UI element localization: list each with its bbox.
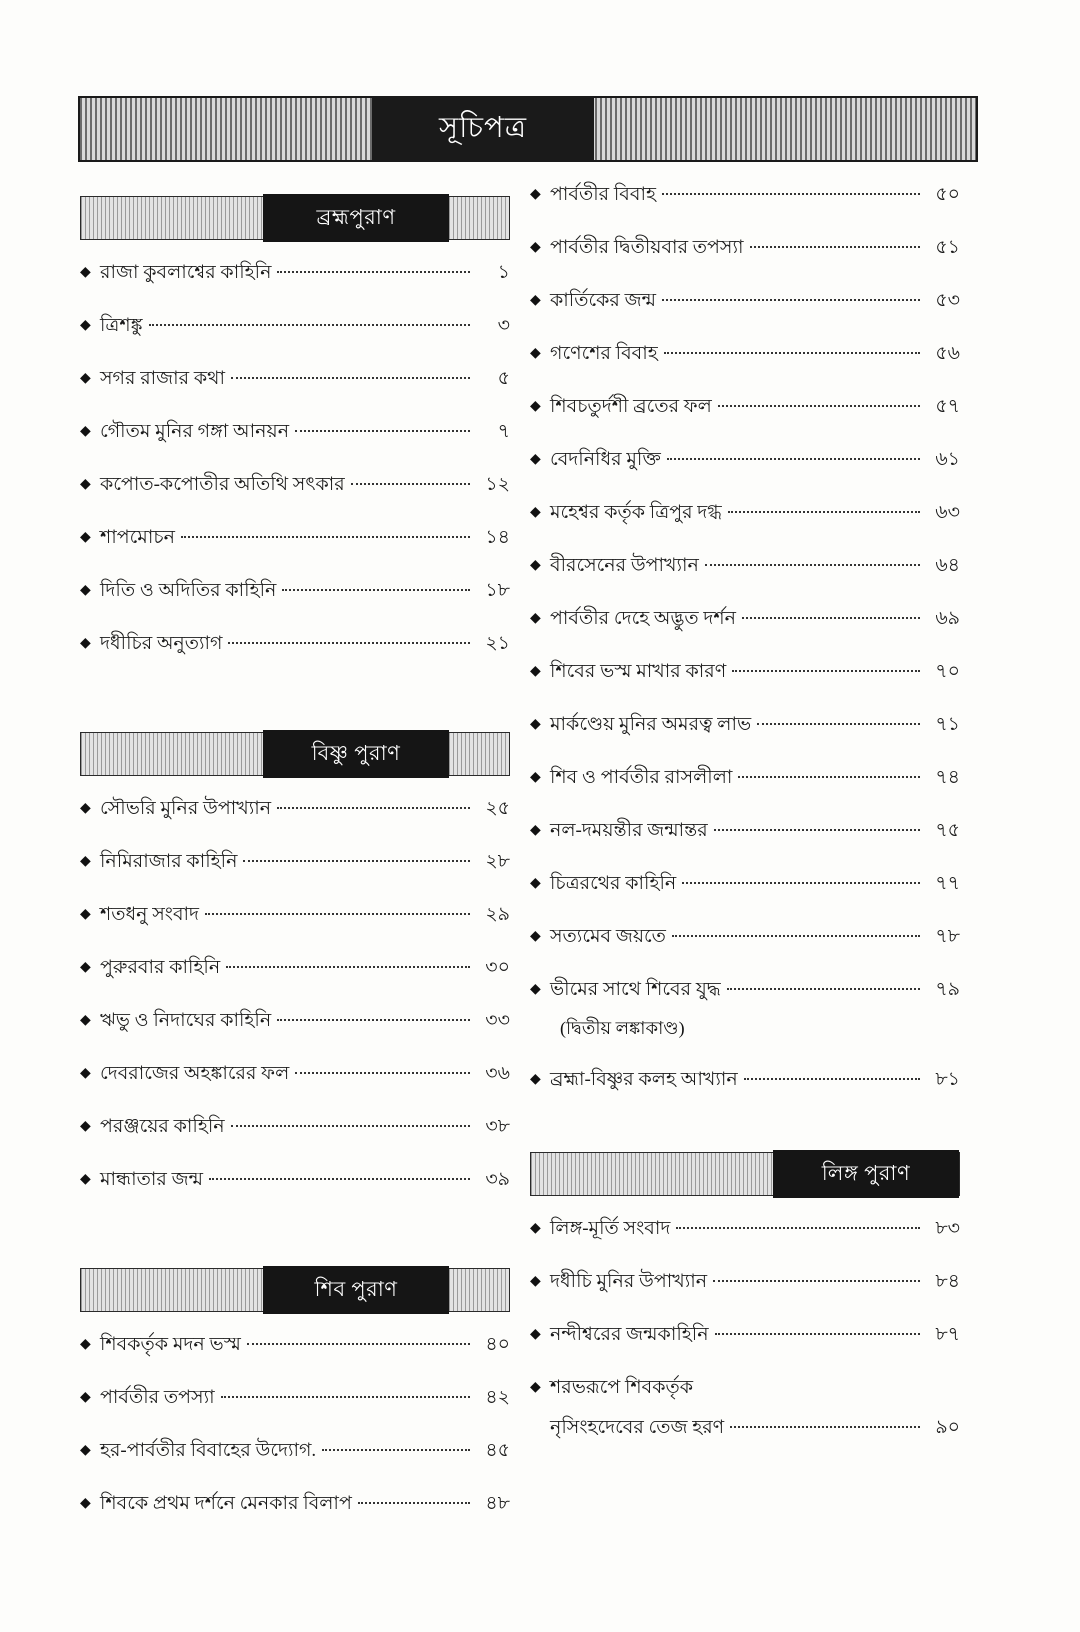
toc-entry[interactable] (80, 629, 510, 661)
toc-entry[interactable] (80, 364, 510, 396)
toc-entry-title: দধীচির অনুত্যাগ (100, 633, 223, 654)
toc-entry-title: পার্বতীর দ্বিতীয়বার তপস্যা (550, 237, 744, 258)
toc-entry[interactable] (80, 1059, 510, 1091)
toc-entry-page: ৬৯ (935, 608, 960, 629)
leader-dots (351, 483, 470, 485)
diamond-bullet-icon: ◆ (530, 770, 541, 785)
toc-entry-title: পার্বতীর তপস্যা (100, 1387, 215, 1408)
leader-dots (247, 1343, 470, 1345)
toc-entry[interactable] (530, 763, 960, 795)
diamond-bullet-icon: ◆ (80, 1119, 91, 1134)
toc-entry-page: ৭৪ (935, 767, 960, 788)
toc-entry[interactable] (80, 1006, 510, 1038)
leader-dots (221, 1396, 470, 1398)
diamond-bullet-icon: ◆ (80, 371, 91, 386)
toc-entry-title: দেবরাজের অহঙ্কারের ফল (100, 1063, 290, 1084)
toc-entry-page: ৫১ (935, 237, 960, 258)
toc-entry[interactable] (80, 953, 510, 985)
leader-dots (205, 913, 470, 915)
toc-entry[interactable] (530, 1267, 960, 1299)
toc-entry-title: সৌভরি মুনির উপাখ্যান (100, 798, 272, 819)
diamond-bullet-icon: ◆ (530, 1274, 541, 1289)
toc-entry-title: দধীচি মুনির উপাখ্যান (550, 1271, 708, 1292)
toc-entry[interactable] (80, 1330, 510, 1362)
toc-entry-subtitle: (দ্বিতীয় লঙ্কাকাণ্ড) (560, 1018, 685, 1038)
section-header-shivapurana (80, 1268, 510, 1312)
diamond-bullet-icon: ◆ (80, 265, 91, 280)
toc-entry[interactable] (530, 1214, 960, 1246)
section-title: লিঙ্গ পুরাণ (821, 1160, 911, 1185)
toc-entry-page: ৪০ (485, 1334, 510, 1355)
diamond-bullet-icon: ◆ (530, 505, 541, 520)
diamond-bullet-icon: ◆ (80, 1066, 91, 1081)
diamond-bullet-icon: ◆ (530, 876, 541, 891)
leader-dots (672, 935, 920, 937)
toc-entry-page: ৫৩ (935, 290, 960, 311)
diamond-bullet-icon: ◆ (80, 477, 91, 492)
diamond-bullet-icon: ◆ (530, 823, 541, 838)
toc-entry[interactable] (530, 286, 960, 318)
toc-entry-title: রাজা কুবলাশ্বের কাহিনি (100, 262, 272, 283)
toc-entry-title: মার্কণ্ডেয় মুনির অমরত্ব লাভ (550, 714, 752, 735)
section-header-lingapurana (530, 1152, 960, 1196)
diamond-bullet-icon: ◆ (530, 1072, 541, 1087)
leader-dots (713, 1280, 920, 1282)
toc-column-right (530, 180, 960, 1466)
toc-entry[interactable] (530, 392, 960, 424)
toc-entry-page: ৭৯ (935, 979, 960, 1000)
leader-dots (744, 1078, 920, 1080)
leader-dots (667, 458, 920, 460)
toc-entry-title: মহেশ্বর কর্তৃক ত্রিপুর দগ্ধ (550, 502, 722, 523)
toc-entry-page: ৬৩ (935, 502, 960, 523)
page-title-text: সূচিপত্র (438, 111, 528, 144)
toc-entry-page: ৭ (497, 421, 510, 442)
toc-entry[interactable] (530, 604, 960, 636)
toc-entry[interactable] (530, 1065, 960, 1097)
section-header-vishnupurana (80, 732, 510, 776)
toc-entry-page: ২৫ (485, 798, 510, 819)
leader-dots (718, 405, 920, 407)
toc-entry-title-line2: নৃসিংহদেবের তেজ হরণ (550, 1417, 725, 1438)
leader-dots (664, 352, 920, 354)
toc-entry-page: ৫৭ (935, 396, 960, 417)
toc-entry[interactable] (80, 900, 510, 932)
leader-dots (662, 193, 920, 195)
toc-entry[interactable] (80, 417, 510, 449)
column-divider (519, 180, 520, 1460)
toc-entry[interactable] (80, 311, 510, 343)
toc-entry[interactable] (80, 847, 510, 879)
leader-dots (243, 860, 470, 862)
toc-entry-title: গণেশের বিবাহ (550, 343, 658, 364)
diamond-bullet-icon: ◆ (530, 664, 541, 679)
diamond-bullet-icon: ◆ (80, 424, 91, 439)
toc-entry-page: ৪৫ (485, 1440, 510, 1461)
toc-entry-title: পরঞ্জয়ের কাহিনি (100, 1116, 225, 1137)
toc-entry-page: ২৯ (485, 904, 510, 925)
leader-dots (682, 882, 920, 884)
diamond-bullet-icon: ◆ (530, 717, 541, 732)
toc-entry[interactable] (80, 576, 510, 608)
diamond-bullet-icon: ◆ (530, 346, 541, 361)
diamond-bullet-icon: ◆ (80, 1172, 91, 1187)
toc-entry-title: চিত্ররথের কাহিনি (550, 873, 677, 894)
toc-entry-page: ৫০ (935, 184, 960, 205)
toc-entry-page: ৭৮ (935, 926, 960, 947)
toc-entry-page: ৮৪ (935, 1271, 960, 1292)
toc-entry[interactable] (530, 710, 960, 742)
toc-entry-title: সগর রাজার কথা (100, 368, 225, 389)
diamond-bullet-icon: ◆ (530, 452, 541, 467)
toc-entry-title: নল-দময়ন্তীর জন্মান্তর (550, 820, 708, 841)
leader-dots (209, 1178, 470, 1180)
diamond-bullet-icon: ◆ (530, 1327, 541, 1342)
leader-dots (149, 324, 470, 326)
leader-dots (277, 271, 470, 273)
toc-entry-page: ৩০ (485, 957, 510, 978)
diamond-bullet-icon: ◆ (80, 1496, 91, 1511)
leader-dots (277, 807, 470, 809)
toc-entry-title: পার্বতীর দেহে অদ্ভুত দর্শন (550, 608, 736, 629)
toc-entry-page: ৩৮ (485, 1116, 510, 1137)
section-title: শিব পুরাণ (314, 1276, 398, 1301)
toc-entry-page: ৭৫ (935, 820, 960, 841)
toc-entry-title: পুরুরবার কাহিনি (100, 957, 221, 978)
toc-entry[interactable] (530, 1373, 960, 1445)
section-title: ব্রহ্মপুরাণ (316, 204, 396, 229)
diamond-bullet-icon: ◆ (530, 1380, 541, 1395)
toc-entry-page: ৭১ (935, 714, 960, 735)
toc-entry-page: ৫৬ (935, 343, 960, 364)
toc-entry-title: শরভরূপে শিবকর্তৃক (550, 1377, 694, 1398)
leader-dots (358, 1502, 470, 1504)
toc-entry-title: নন্দীশ্বরের জন্মকাহিনি (550, 1324, 709, 1345)
toc-entry-page: ৩৩ (485, 1010, 510, 1031)
toc-entry-title: পার্বতীর বিবাহ (550, 184, 656, 205)
toc-entry[interactable] (530, 551, 960, 583)
toc-column-left (80, 180, 510, 1542)
toc-entry-page: ৮১ (935, 1069, 960, 1090)
toc-entry[interactable] (530, 1320, 960, 1352)
leader-dots (226, 966, 470, 968)
leader-dots (295, 1072, 470, 1074)
toc-entry-title: শতধনু সংবাদ (100, 904, 200, 925)
toc-entry-page: ৪৮ (485, 1493, 510, 1514)
toc-entry-title: শাপমোচন (100, 527, 175, 548)
diamond-bullet-icon: ◆ (530, 929, 541, 944)
diamond-bullet-icon: ◆ (80, 960, 91, 975)
leader-dots (277, 1019, 470, 1021)
toc-entry-page: ৭০ (935, 661, 960, 682)
toc-entry-title: সত্যমেব জয়তে (550, 926, 666, 947)
toc-entry-title: বীরসেনের উপাখ্যান (550, 555, 699, 576)
leader-dots (705, 564, 920, 566)
toc-entry-title: দিতি ও অদিতির কাহিনি (100, 580, 277, 601)
leader-dots (231, 1125, 470, 1127)
toc-entry[interactable] (80, 1112, 510, 1144)
toc-entry-page: ২১ (485, 633, 510, 654)
leader-dots (662, 299, 920, 301)
toc-entry[interactable] (80, 1383, 510, 1415)
toc-entry-title: শিবকর্তৃক মদন ভস্ম (100, 1334, 241, 1355)
diamond-bullet-icon: ◆ (80, 636, 91, 651)
toc-entry-page: ৩৯ (485, 1169, 510, 1190)
page-title (372, 98, 594, 160)
toc-entry[interactable] (530, 816, 960, 848)
toc-entry-page: ৩৬ (485, 1063, 510, 1084)
toc-entry-page: ৬১ (935, 449, 960, 470)
leader-dots (742, 617, 920, 619)
toc-entry-page: ৬৪ (935, 555, 960, 576)
diamond-bullet-icon: ◆ (530, 293, 541, 308)
toc-entry[interactable] (530, 975, 960, 1007)
diamond-bullet-icon: ◆ (530, 1221, 541, 1236)
toc-entry-title: শিবের ভস্ম মাখার কারণ (550, 661, 727, 682)
toc-entry-title: হর-পার্বতীর বিবাহের উদ্যোগ. (100, 1440, 317, 1461)
diamond-bullet-icon: ◆ (530, 187, 541, 202)
diamond-bullet-icon: ◆ (80, 583, 91, 598)
toc-entry-title: ঋভু ও নিদাঘের কাহিনি (100, 1010, 272, 1031)
leader-dots (727, 988, 920, 990)
toc-entry-page: ৭৭ (935, 873, 960, 894)
toc-entry-title: বেদনিধির মুক্তি (550, 449, 661, 470)
toc-entry-title: গৌতম মুনির গঙ্গা আনয়ন (100, 421, 290, 442)
toc-entry-title: লিঙ্গ-মূর্তি সংবাদ (550, 1218, 671, 1239)
toc-entry-page: ১৪ (485, 527, 510, 548)
toc-entry[interactable] (530, 180, 960, 212)
leader-dots (714, 829, 920, 831)
toc-entry[interactable] (80, 794, 510, 826)
section-title: বিষ্ণু পুরাণ (311, 740, 401, 765)
toc-entry[interactable] (530, 922, 960, 954)
toc-entry-title: মান্ধাতার জন্ম (100, 1169, 203, 1190)
toc-entry-page: ৩ (497, 315, 510, 336)
toc-entry[interactable] (530, 339, 960, 371)
toc-entry[interactable] (80, 523, 510, 555)
leader-dots (728, 511, 920, 513)
diamond-bullet-icon: ◆ (530, 982, 541, 997)
toc-entry-title: কপোত-কপোতীর অতিথি সৎকার (100, 474, 345, 495)
toc-entry[interactable] (530, 869, 960, 901)
diamond-bullet-icon: ◆ (80, 907, 91, 922)
toc-entry[interactable] (80, 1489, 510, 1521)
toc-entry-page: ৮৭ (935, 1324, 960, 1345)
leader-dots (676, 1227, 920, 1229)
leader-dots (730, 1426, 920, 1428)
leader-dots (228, 642, 470, 644)
toc-entry-title: ভীমের সাথে শিবের যুদ্ধ (550, 979, 721, 1000)
leader-dots (738, 776, 920, 778)
toc-entry[interactable] (530, 657, 960, 689)
toc-entry-title: ব্রহ্মা-বিষ্ণুর কলহ আখ্যান (550, 1069, 738, 1090)
diamond-bullet-icon: ◆ (80, 318, 91, 333)
leader-dots (715, 1333, 920, 1335)
toc-entry[interactable] (530, 445, 960, 477)
toc-entry-title: শিবচতুর্দশী ব্রতের ফল (550, 396, 712, 417)
leader-dots (732, 670, 920, 672)
toc-entry-title: কার্তিকের জন্ম (550, 290, 657, 311)
toc-entry-page: ১৮ (485, 580, 510, 601)
toc-entry[interactable] (530, 498, 960, 530)
toc-entry-page: ১ (497, 262, 510, 283)
leader-dots (181, 536, 470, 538)
diamond-bullet-icon: ◆ (80, 854, 91, 869)
leader-dots (231, 377, 470, 379)
toc-entry[interactable] (530, 233, 960, 265)
diamond-bullet-icon: ◆ (80, 801, 91, 816)
toc-entry-page: ২৮ (485, 851, 510, 872)
section-header-brahmapurana (80, 196, 510, 240)
toc-entry-title: শিব ও পার্বতীর রাসলীলা (550, 767, 733, 788)
toc-entry-page: ৪২ (485, 1387, 510, 1408)
toc-entry-page: ৫ (497, 368, 510, 389)
diamond-bullet-icon: ◆ (80, 1390, 91, 1405)
diamond-bullet-icon: ◆ (530, 611, 541, 626)
toc-entry-title: শিবকে প্রথম দর্শনে মেনকার বিলাপ (100, 1493, 352, 1514)
diamond-bullet-icon: ◆ (80, 1013, 91, 1028)
toc-entry[interactable] (80, 258, 510, 290)
diamond-bullet-icon: ◆ (530, 399, 541, 414)
diamond-bullet-icon: ◆ (530, 240, 541, 255)
toc-entry-title: নিমিরাজার কাহিনি (100, 851, 238, 872)
toc-entry[interactable] (80, 470, 510, 502)
diamond-bullet-icon: ◆ (80, 1443, 91, 1458)
leader-dots (282, 589, 470, 591)
toc-entry[interactable] (80, 1436, 510, 1468)
diamond-bullet-icon: ◆ (530, 558, 541, 573)
diamond-bullet-icon: ◆ (80, 530, 91, 545)
leader-dots (757, 723, 920, 725)
toc-entry-page: ৯০ (935, 1417, 960, 1438)
toc-entry-page: ৮৩ (935, 1218, 960, 1239)
toc-entry-title: ত্রিশঙ্কু (100, 315, 143, 336)
toc-entry[interactable] (80, 1165, 510, 1197)
leader-dots (295, 430, 470, 432)
toc-entry-page: ১২ (485, 474, 510, 495)
leader-dots (750, 246, 921, 248)
diamond-bullet-icon: ◆ (80, 1337, 91, 1352)
leader-dots (322, 1449, 470, 1451)
